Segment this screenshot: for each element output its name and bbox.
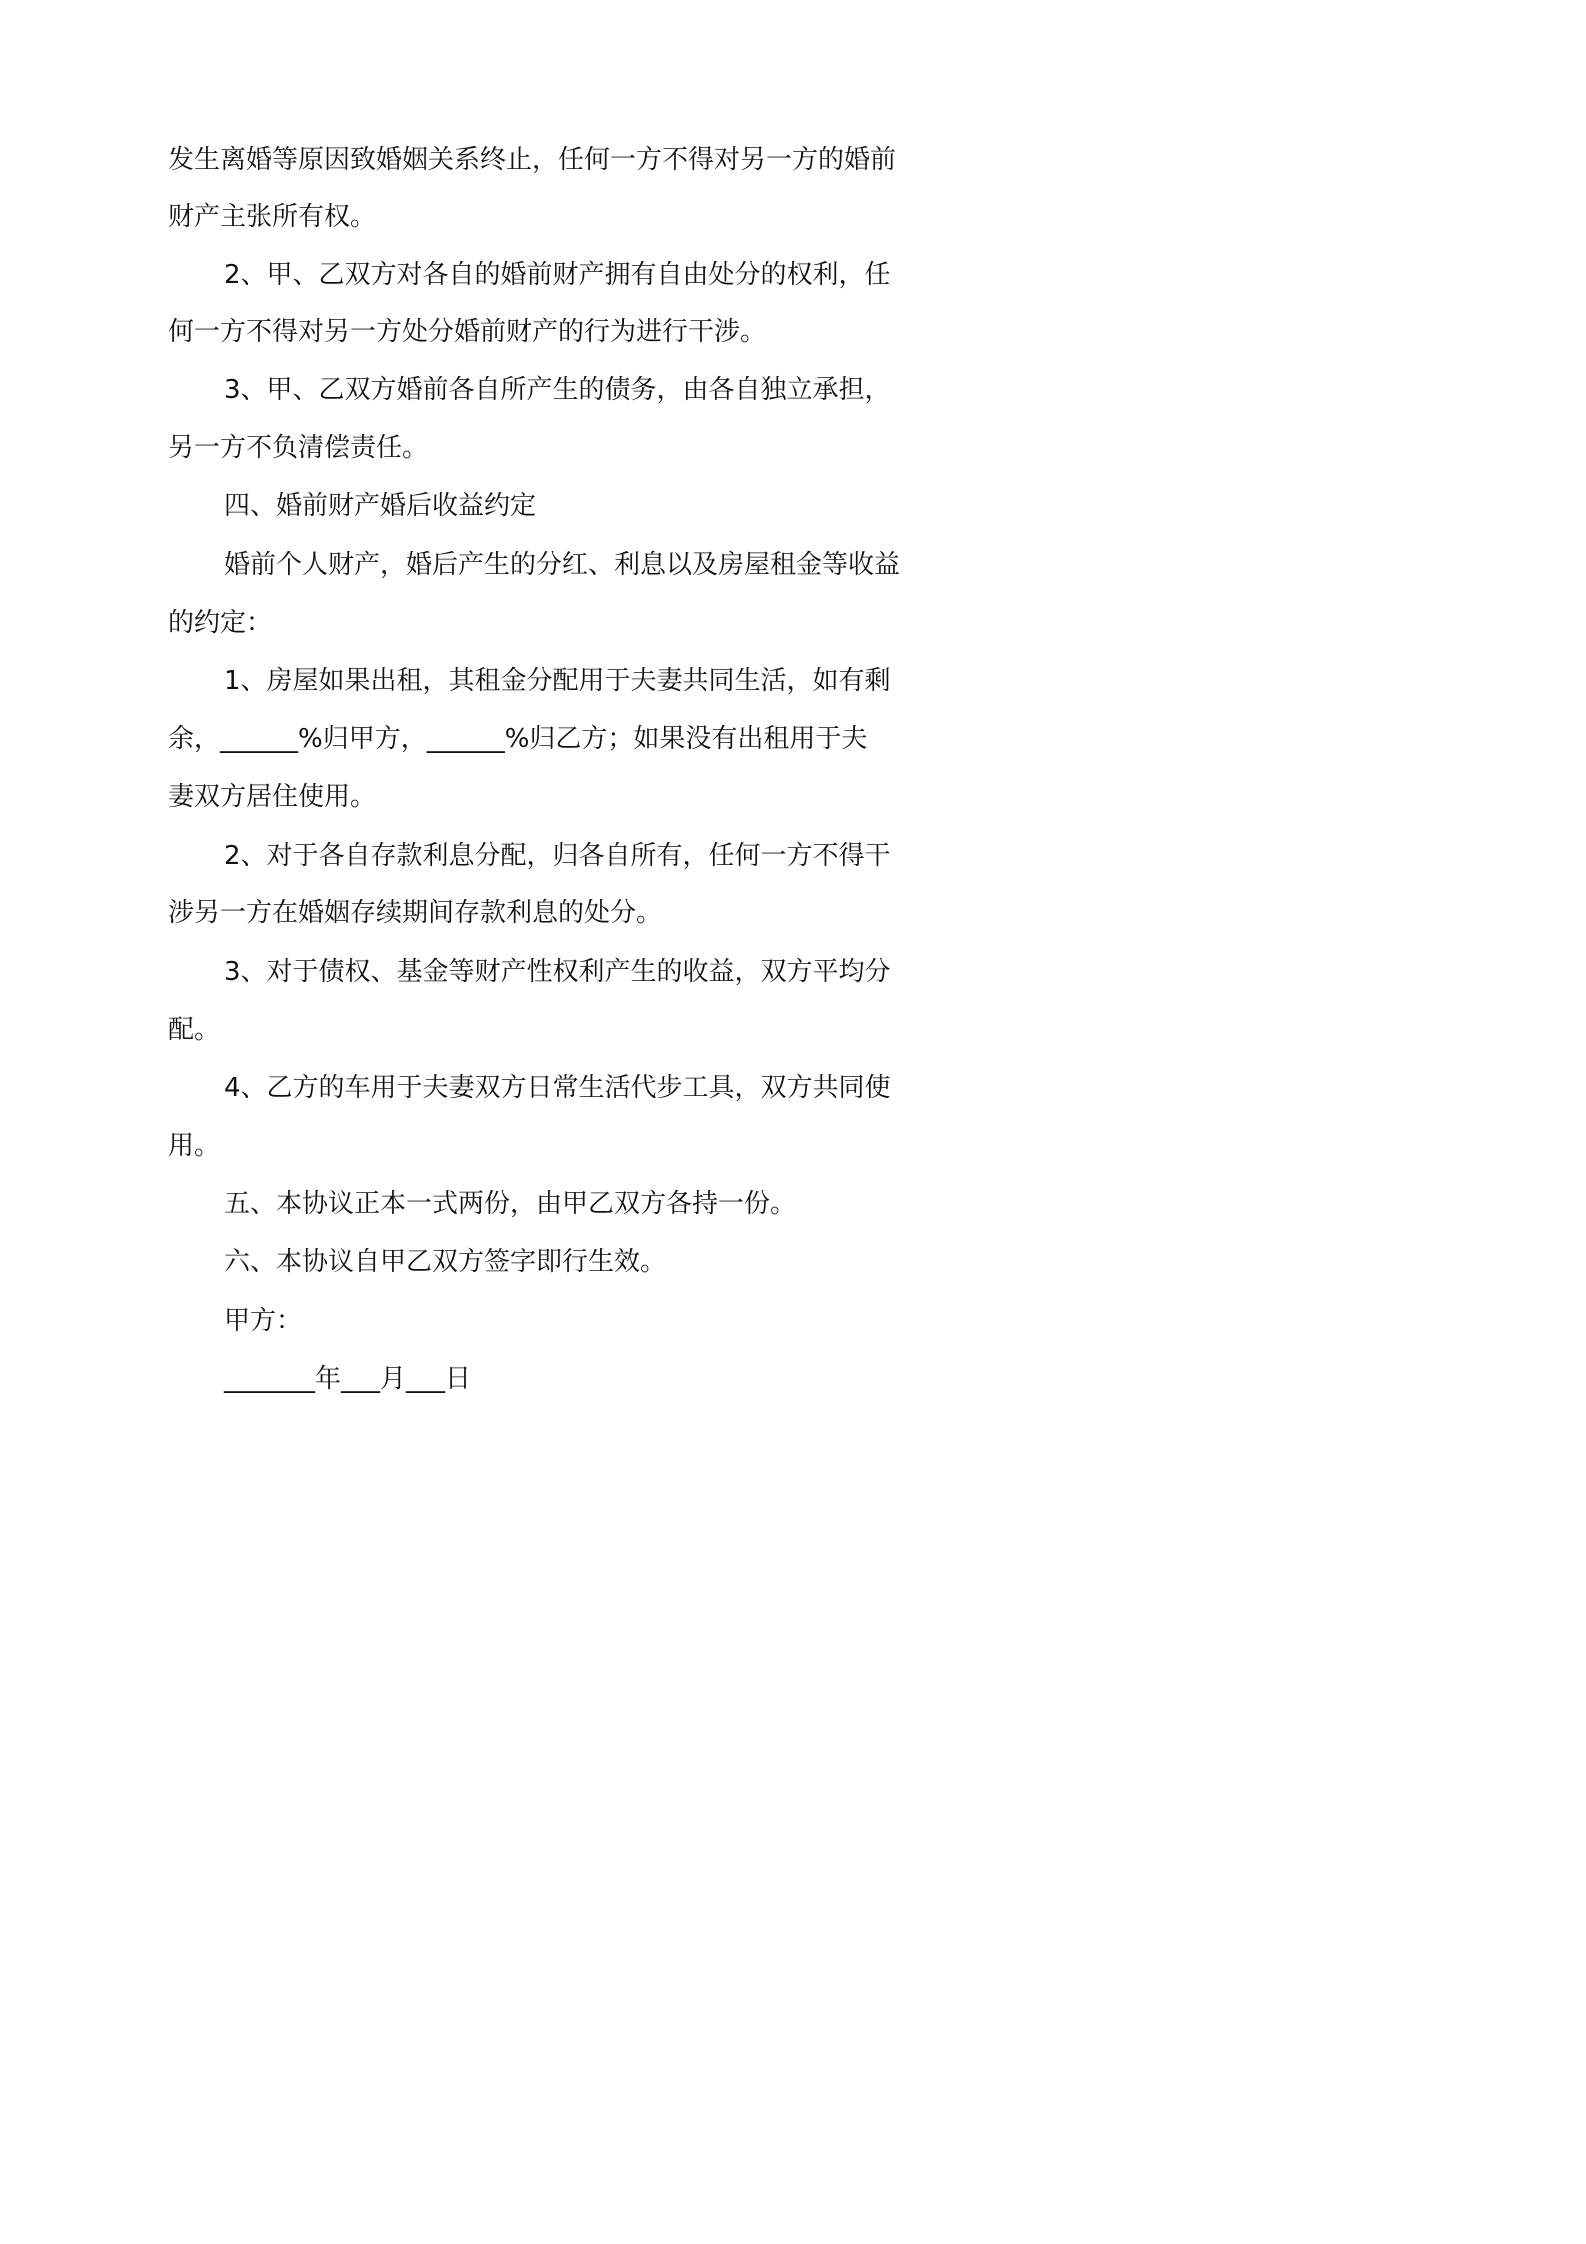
section-heading: 四、婚前财产婚后收益约定: [224, 491, 537, 521]
text-line: 用。: [168, 1131, 221, 1161]
text-line: 2、对于各自存款利息分配，归各自所有，任何一方不得干: [224, 841, 891, 871]
text-line: 4、乙方的车用于夫妻双方日常生活代步工具，双方共同使: [224, 1073, 891, 1103]
text-line: 婚前个人财产，婚后产生的分红、利息以及房屋租金等收益: [224, 550, 901, 580]
text-line: 财产主张所有权。: [168, 202, 377, 232]
text-line: 配。: [168, 1015, 221, 1045]
signature-label: 甲方：: [224, 1306, 303, 1336]
text-line: 妻双方居住使用。: [168, 782, 377, 812]
text-line: 的约定：: [168, 608, 273, 638]
date-line: _______年___月___日: [224, 1364, 472, 1394]
text-line: 3、对于债权、基金等财产性权利产生的收益，双方平均分: [224, 957, 891, 987]
text-line: 2、甲、乙双方对各自的婚前财产拥有自由处分的权利，任: [224, 260, 891, 290]
text-line: 余，______%归甲方，______%归乙方；如果没有出租用于夫: [168, 724, 868, 754]
text-line: 何一方不得对另一方处分婚前财产的行为进行干涉。: [168, 317, 767, 347]
section-heading: 五、本协议正本一式两份，由甲乙双方各持一份。: [224, 1189, 797, 1219]
text-line: 涉另一方在婚姻存续期间存款利息的处分。: [168, 898, 663, 928]
text-line: 另一方不负清偿责任。: [168, 433, 429, 463]
section-heading: 六、本协议自甲乙双方签字即行生效。: [224, 1247, 667, 1277]
text-line: 3、甲、乙双方婚前各自所产生的债务，由各自独立承担，: [224, 375, 891, 405]
text-line: 发生离婚等原因致婚姻关系终止，任何一方不得对另一方的婚前: [168, 145, 897, 175]
text-line: 1、房屋如果出租，其租金分配用于夫妻共同生活，如有剩: [224, 666, 891, 696]
document-page: [0, 0, 1103, 1561]
